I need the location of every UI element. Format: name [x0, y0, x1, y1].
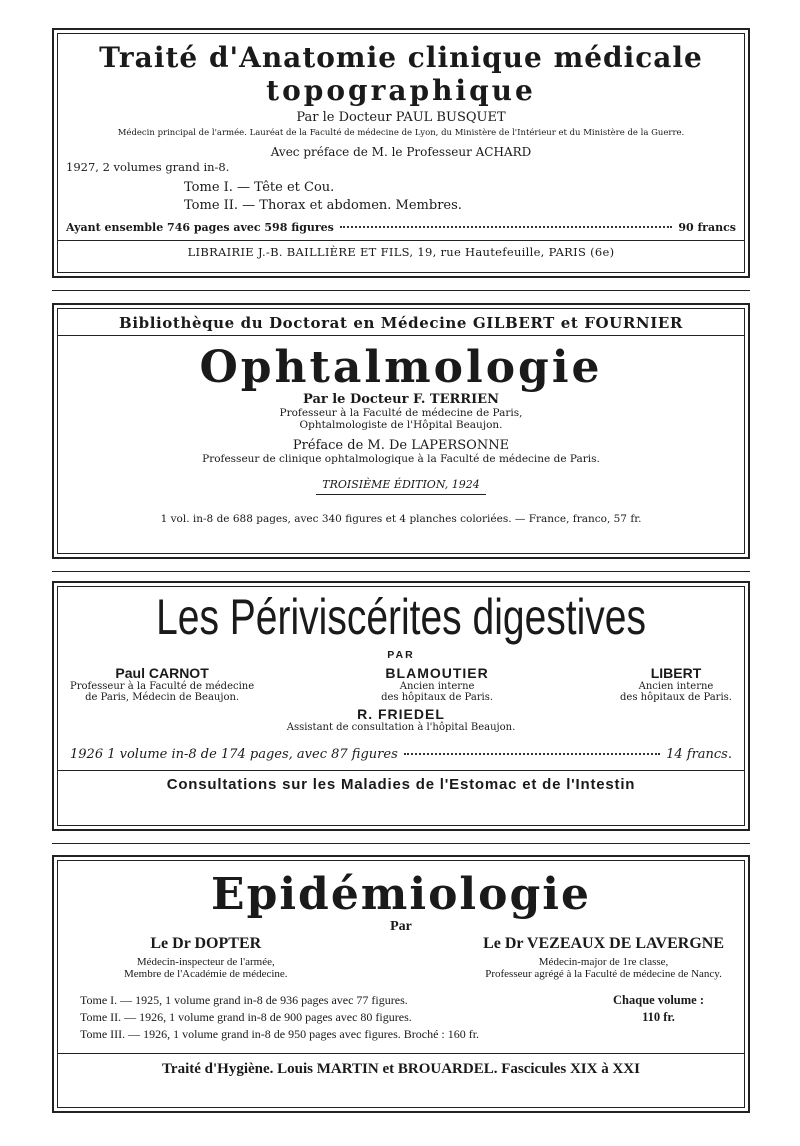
ad2-series: Bibliothèque du Doctorat en Médecine GILBERT et FOURNIER [119, 314, 683, 332]
ad1-title-line2: topographique [266, 74, 536, 107]
ad4-a1-name: Le Dr DOPTER [150, 935, 262, 952]
ad4-tomes [80, 992, 748, 1043]
ad1-author: Par le Docteur PAUL BUSQUET [296, 110, 506, 125]
ad2-title: Ophtalmologie [199, 342, 603, 393]
ad3-a4-aff: Assistant de consultation à l'hôpital Beaujon. [286, 722, 516, 733]
ad3-author-blamoutier [381, 665, 493, 703]
ad3-series: Consultations sur les Maladies de l'Estomac et de l'Intestin [166, 776, 636, 793]
ad4-author-vezeaux [483, 935, 724, 980]
ad4-chaque: Chaque volume : [613, 993, 704, 1007]
ad2-divider [58, 335, 744, 336]
ad3-par: PAR [387, 649, 415, 661]
ad3-price: 14 francs. [666, 747, 732, 762]
ad4-a1-aff2: Membre de l'Académie de médecine. [124, 968, 288, 980]
ad4-tome1: Tome I. — 1925, 1 volume grand in-8 de 936 pages avec 77 figures. [80, 993, 408, 1007]
ad3-a2-name: BLAMOUTIER [385, 665, 489, 681]
ad4-a2-aff2: Professeur agrégé à la Faculté de médecine de Nancy. [485, 968, 722, 980]
ad1-affiliation: Médecin principal de l'armée. Lauréat de la Faculté de médecine de Lyon, du Ministère de l'Intérieur et du Ministère de la Guerre. [117, 128, 685, 138]
ad3-a2-aff1: Ancien interne [399, 681, 475, 692]
ad3-volume: 1926 1 volume in-8 de 174 pages, avec 87 figures [70, 747, 398, 762]
ad2-aff2: Ophtalmologiste de l'Hôpital Beaujon. [299, 419, 503, 431]
ad1-tome2: Tome II. — Thorax et abdomen. Membres. [184, 198, 462, 213]
ad-periviscerites [52, 581, 750, 831]
ad3-author-libert [620, 665, 732, 703]
ad4-series: Traité d'Hygiène. Louis MARTIN et BROUARDEL. Fascicules XIX à XXI [162, 1061, 640, 1077]
ad3-a4-name: R. FRIEDEL [357, 706, 445, 722]
ad3-dot-leader [404, 753, 660, 755]
ad1-pages-line [66, 221, 736, 234]
ad-ophtalmologie [52, 303, 750, 559]
ad3-a2-aff2: des hôpitaux de Paris. [381, 692, 494, 703]
ad1-divider [58, 240, 744, 241]
ad4-price-box [613, 992, 704, 1026]
ad1-tome1: Tome I. — Tête et Cou. [184, 180, 335, 195]
ad3-authors [54, 665, 748, 703]
ad3-divider [58, 770, 744, 771]
ad4-divider [58, 1053, 744, 1054]
ad3-author-carnot [70, 665, 254, 703]
separator-1 [52, 290, 750, 291]
ad3-a1-name: Paul CARNOT [115, 665, 209, 681]
ad4-a2-name: Le Dr VEZEAUX DE LAVERGNE [483, 935, 724, 952]
ad1-dot-leader [340, 226, 672, 228]
ad1-price: 90 francs [678, 221, 736, 234]
ad2-volume: 1 vol. in-8 de 688 pages, avec 340 figures et 4 planches coloriées. — France, franco, 57 fr. [160, 513, 642, 525]
ad2-preface-aff: Professeur de clinique ophtalmologique à la Faculté de médecine de Paris. [202, 453, 600, 465]
ad2-edition: TROISIÈME ÉDITION, 1924 [322, 478, 480, 491]
ad4-par: Par [390, 919, 412, 934]
ad2-preface: Préface de M. De LAPERSONNE [292, 438, 510, 453]
ad4-tome2: Tome II. — 1926, 1 volume grand in-8 de 900 pages avec 80 figures. [80, 1010, 412, 1024]
ad-epidemiologie [52, 855, 750, 1113]
ad4-a2-aff1: Médecin-major de 1re classe, [538, 956, 669, 968]
ad2-author: Par le Docteur F. TERRIEN [303, 392, 499, 407]
ad4-author-dopter [124, 935, 288, 980]
ad1-publisher: LIBRAIRIE J.-B. BAILLIÈRE ET FILS, 19, rue Hautefeuille, PARIS (6e) [187, 245, 615, 259]
ad4-title: Epidémiologie [211, 869, 591, 920]
ad3-a1-aff2: de Paris, Médecin de Beaujon. [85, 692, 240, 703]
separator-2 [52, 571, 750, 572]
ad3-a3-aff1: Ancien interne [638, 681, 714, 692]
ad2-aff1: Professeur à la Faculté de médecine de Paris, [279, 407, 523, 419]
ad-anatomie [52, 28, 750, 278]
ad3-title: Les Périviscérites digestives [156, 589, 646, 645]
ad3-a3-aff2: des hôpitaux de Paris. [620, 692, 732, 703]
ad4-tome3: Tome III. — 1926, 1 volume grand in-8 de 950 pages avec figures. Broché : 160 fr. [80, 1027, 480, 1041]
ad3-volume-line [70, 747, 732, 762]
ad1-edition: 1927, 2 volumes grand in-8. [66, 160, 230, 174]
ad1-pages: Ayant ensemble 746 pages avec 598 figures [66, 221, 334, 234]
ad2-edition-rule [316, 494, 486, 495]
separator-3 [52, 843, 750, 844]
ad3-a1-aff1: Professeur à la Faculté de médecine [70, 681, 255, 692]
ad3-a3-name: LIBERT [650, 665, 702, 681]
ad4-a1-aff1: Médecin-inspecteur de l'armée, [136, 956, 275, 968]
ad3-title-wrap [54, 587, 748, 647]
ad4-authors [54, 935, 748, 980]
ad1-title-line1: Traité d'Anatomie clinique médicale [99, 41, 703, 74]
ad1-preface: Avec préface de M. le Professeur ACHARD [270, 145, 532, 159]
ad4-price: 110 fr. [642, 1010, 675, 1024]
